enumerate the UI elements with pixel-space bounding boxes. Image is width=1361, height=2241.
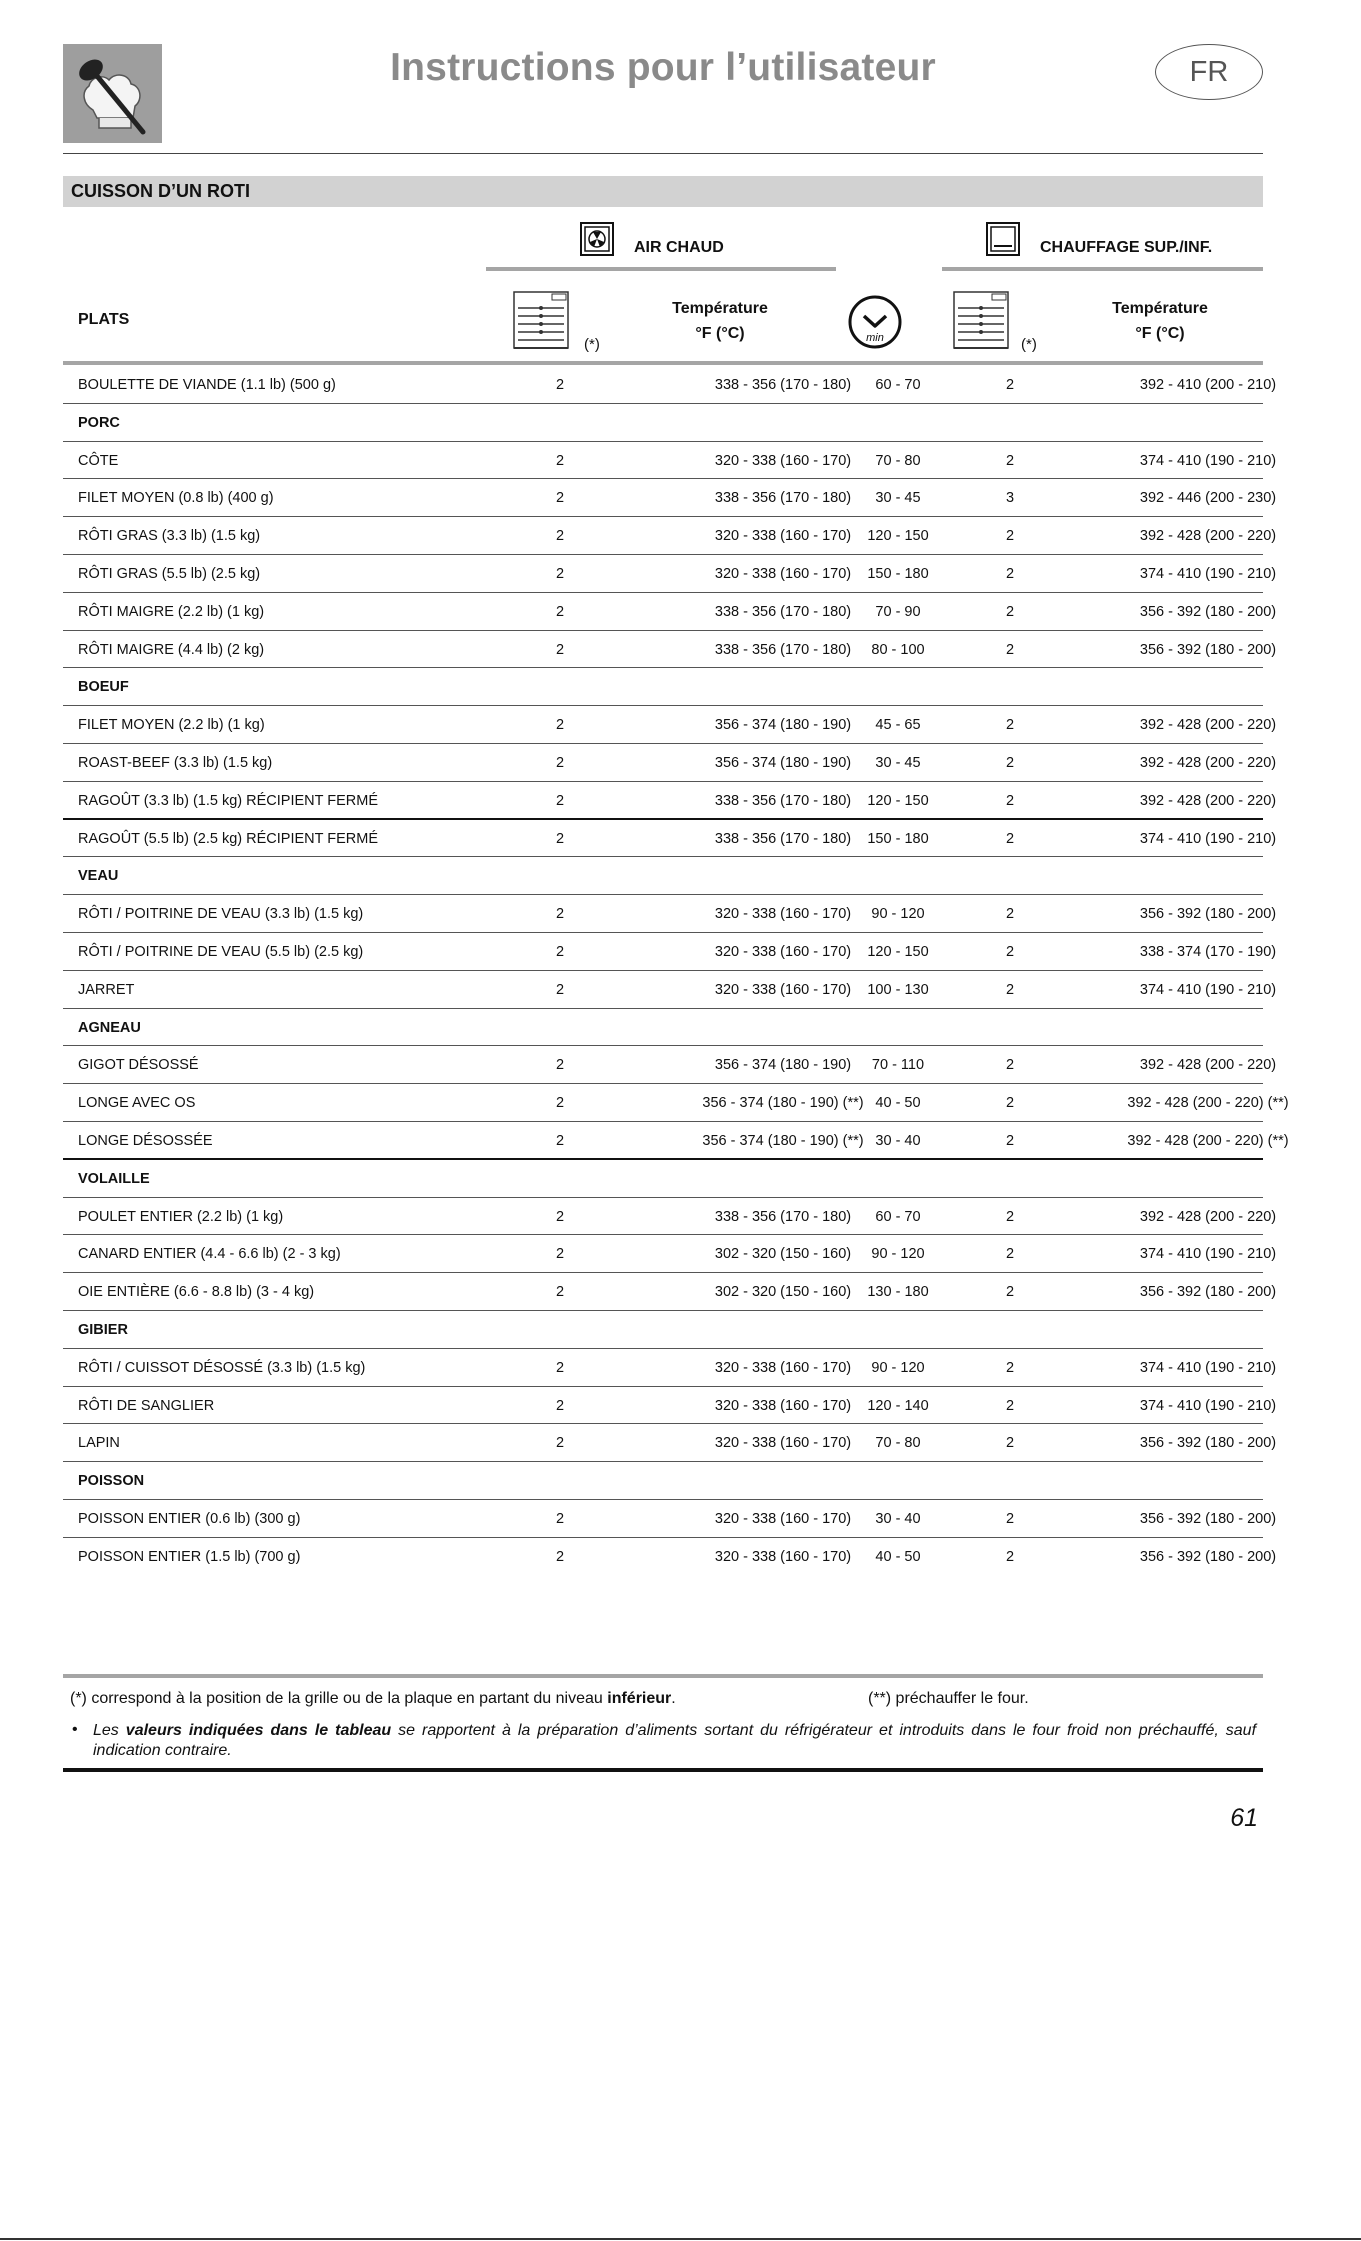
temperature-conv: 356 - 392 (180 - 200) <box>1139 1435 1277 1452</box>
shelf-level-conv: 2 <box>1005 1284 1015 1301</box>
temperature-air: 320 - 338 (160 - 170) <box>714 1359 852 1376</box>
temperature-conv: 356 - 392 (180 - 200) <box>1139 603 1277 620</box>
section-title: CUISSON D’UN ROTI <box>71 181 251 201</box>
dish-name: POISSON ENTIER (1.5 lb) (700 g) <box>78 1548 301 1565</box>
dish-name: RÔTI / POITRINE DE VEAU (3.3 lb) (1.5 kg) <box>78 906 364 923</box>
mode-air-chaud <box>580 222 830 272</box>
table-row <box>63 593 1277 631</box>
temperature-air: 338 - 356 (170 - 180) <box>714 377 852 393</box>
shelf-level-icon <box>952 290 1010 352</box>
shelf-level-air: 2 <box>555 1548 565 1565</box>
category-label: AGNEAU <box>78 1019 141 1036</box>
shelf-level-air: 2 <box>555 1435 565 1452</box>
shelf-level-air: 2 <box>555 1284 565 1301</box>
cooking-time: 70 - 80 <box>875 1435 921 1452</box>
temperature-air: 338 - 356 (170 - 180) <box>714 1208 852 1225</box>
shelf-level-air: 2 <box>555 641 565 658</box>
page-edge-line <box>0 2238 1361 2240</box>
dish-name: RÔTI GRAS (3.3 lb) (1.5 kg) <box>78 528 261 545</box>
shelf-footnote-mark: (*) <box>1021 336 1037 353</box>
section-bar <box>63 176 1263 207</box>
dish-name: JARRET <box>78 981 135 998</box>
shelf-level-air: 2 <box>555 452 565 469</box>
dish-name: POULET ENTIER (2.2 lb) (1 kg) <box>78 1208 284 1225</box>
temperature-conv: 392 - 428 (200 - 220) <box>1139 1208 1277 1225</box>
temperature-conv: 392 - 428 (200 - 220) <box>1139 717 1277 734</box>
shelf-level-conv: 2 <box>1005 377 1015 393</box>
cooking-time: 70 - 110 <box>871 1057 925 1074</box>
shelf-level-conv: 2 <box>1005 1397 1015 1414</box>
dish-name: POISSON ENTIER (0.6 lb) (300 g) <box>78 1510 301 1527</box>
shelf-level-air: 2 <box>555 943 565 960</box>
dish-name: RÔTI / POITRINE DE VEAU (5.5 lb) (2.5 kg) <box>78 943 364 960</box>
temperature-conv: 392 - 428 (200 - 220) (**) <box>1127 1095 1289 1112</box>
top-bottom-heat-icon <box>986 222 1020 256</box>
shelf-level-air: 2 <box>555 1095 565 1112</box>
dish-name: LONGE DÉSOSSÉE <box>78 1132 213 1149</box>
table-row <box>63 1349 1277 1387</box>
cooking-time: 120 - 140 <box>867 1397 929 1414</box>
shelf-level-conv: 2 <box>1005 943 1015 960</box>
table-row <box>63 933 1277 971</box>
mode-label: AIR CHAUD <box>634 239 724 256</box>
cooking-time: 30 - 40 <box>875 1132 921 1149</box>
column-temperature-air <box>630 296 810 346</box>
cooking-time: 90 - 120 <box>871 1246 925 1263</box>
category-row <box>63 1160 1263 1198</box>
dish-name: RÔTI DE SANGLIER <box>78 1397 215 1414</box>
temperature-conv: 392 - 446 (200 - 230) <box>1139 490 1277 507</box>
table-row <box>63 1424 1277 1462</box>
shelf-level-air: 2 <box>555 603 565 620</box>
shelf-level-conv: 2 <box>1005 792 1015 809</box>
cooking-time: 90 - 120 <box>871 906 925 923</box>
footnote-double-star: (**) préchauffer le four. <box>868 1690 1029 1707</box>
dish-name: ROAST-BEEF (3.3 lb) (1.5 kg) <box>78 754 273 771</box>
table-row <box>63 782 1277 820</box>
shelf-level-air: 2 <box>555 1510 565 1527</box>
dish-name: GIGOT DÉSOSSÉ <box>78 1057 199 1074</box>
dish-name: RAGOÛT (3.3 lb) (1.5 kg) RÉCIPIENT FERMÉ <box>78 792 378 809</box>
dish-name: RÔTI MAIGRE (4.4 lb) (2 kg) <box>78 641 265 658</box>
temperature-conv: 356 - 392 (180 - 200) <box>1139 1284 1277 1301</box>
table-header-rule <box>63 361 1263 365</box>
temperature-air: 320 - 338 (160 - 170) <box>714 1397 852 1414</box>
cooking-time: 30 - 40 <box>875 1510 921 1527</box>
dish-name: RAGOÛT (5.5 lb) (2.5 kg) RÉCIPIENT FERMÉ <box>78 830 378 847</box>
temperature-conv: 374 - 410 (190 - 210) <box>1139 565 1277 582</box>
svg-text:min: min <box>866 332 884 344</box>
cooking-time: 60 - 70 <box>875 1208 921 1225</box>
dish-name: LAPIN <box>78 1435 120 1452</box>
temperature-air: 320 - 338 (160 - 170) <box>714 981 852 998</box>
temperature-conv: 356 - 392 (180 - 200) <box>1139 906 1277 923</box>
shelf-level-air: 2 <box>555 1359 565 1376</box>
column-temperature-conv <box>1070 296 1250 346</box>
table-row <box>63 1122 1289 1160</box>
shelf-level-conv: 2 <box>1005 1208 1015 1225</box>
shelf-level-conv: 2 <box>1005 1510 1015 1527</box>
cooking-time: 150 - 180 <box>867 830 929 847</box>
dish-name: RÔTI MAIGRE (2.2 lb) (1 kg) <box>78 603 265 620</box>
clock-min-icon <box>847 294 903 350</box>
temperature-conv: 338 - 374 (170 - 190) <box>1139 943 1277 960</box>
temperature-conv: 392 - 428 (200 - 220) <box>1139 1057 1277 1074</box>
table-row <box>63 1538 1277 1576</box>
table-row <box>63 971 1277 1009</box>
shelf-level-air: 2 <box>555 981 565 998</box>
temperature-conv: 392 - 428 (200 - 220) (**) <box>1127 1132 1289 1149</box>
page-number: 61 <box>1230 1804 1258 1832</box>
note-bullet-text: Les valeurs indiquées dans le tableau se rapportent à la préparation d’aliments sortant du réfrigérateur et introduits dans le four froid non préchauffé, sauf indication contraire. <box>93 1722 1257 1759</box>
footnote-star: (*) correspond à la position de la grille ou de la plaque en partant du niveau inférieur. <box>70 1690 676 1707</box>
shelf-level-air: 2 <box>555 1246 565 1263</box>
temperature-conv: 374 - 410 (190 - 210) <box>1139 981 1277 998</box>
shelf-level-conv: 2 <box>1005 641 1015 658</box>
shelf-level-conv: 2 <box>1005 1132 1015 1149</box>
table-row <box>63 1198 1277 1236</box>
shelf-level-air: 2 <box>555 565 565 582</box>
cooking-time: 150 - 180 <box>867 565 929 582</box>
temperature-air: 338 - 356 (170 - 180) <box>714 792 852 809</box>
table-row <box>63 895 1277 933</box>
shelf-level-air: 2 <box>555 717 565 734</box>
temperature-conv: 374 - 410 (190 - 210) <box>1139 1397 1277 1414</box>
dish-name: RÔTI / CUISSOT DÉSOSSÉ (3.3 lb) (1.5 kg) <box>78 1359 366 1376</box>
temperature-air: 302 - 320 (150 - 160) <box>714 1284 852 1301</box>
cooking-time: 40 - 50 <box>875 1095 921 1112</box>
mode-underline <box>486 267 836 271</box>
category-label: VEAU <box>78 868 119 885</box>
category-row <box>63 668 1263 706</box>
temperature-conv: 356 - 392 (180 - 200) <box>1139 1510 1277 1527</box>
shelf-level-air: 2 <box>555 1132 565 1149</box>
dish-name: LONGE AVEC OS <box>78 1095 196 1112</box>
temperature-air: 302 - 320 (150 - 160) <box>714 1246 852 1263</box>
cooking-time: 120 - 150 <box>867 528 929 545</box>
shelf-level-conv: 3 <box>1005 490 1015 507</box>
table-row <box>63 442 1277 480</box>
shelf-level-conv: 2 <box>1005 1359 1015 1376</box>
table-row <box>63 631 1277 669</box>
cooking-time: 120 - 150 <box>867 792 929 809</box>
temperature-air: 320 - 338 (160 - 170) <box>714 906 852 923</box>
table-row <box>63 744 1277 782</box>
temperature-conv: 392 - 410 (200 - 210) <box>1139 377 1277 393</box>
temperature-air: 338 - 356 (170 - 180) <box>714 603 852 620</box>
shelf-level-air: 2 <box>555 830 565 847</box>
category-label: VOLAILLE <box>78 1170 150 1187</box>
shelf-level-air: 2 <box>555 1057 565 1074</box>
page-title: Instructions pour l’utilisateur <box>390 46 936 89</box>
temperature-air: 338 - 356 (170 - 180) <box>714 641 852 658</box>
fan-oven-icon <box>580 222 614 256</box>
table-row <box>63 820 1277 858</box>
header-divider <box>63 153 1263 154</box>
shelf-level-conv: 2 <box>1005 717 1015 734</box>
dish-name: CÔTE <box>78 452 119 469</box>
temperature-conv: 392 - 428 (200 - 220) <box>1139 754 1277 771</box>
temperature-air: 356 - 374 (180 - 190) (**) <box>702 1132 864 1149</box>
dish-name: FILET MOYEN (2.2 lb) (1 kg) <box>78 717 265 734</box>
cooking-time: 90 - 120 <box>871 1359 925 1376</box>
shelf-level-air: 2 <box>555 754 565 771</box>
category-label: PORC <box>78 414 120 431</box>
shelf-level-air: 2 <box>555 377 565 393</box>
temperature-air: 356 - 374 (180 - 190) <box>714 717 852 734</box>
temperature-air: 338 - 356 (170 - 180) <box>714 830 852 847</box>
temperature-air: 320 - 338 (160 - 170) <box>714 452 852 469</box>
shelf-level-conv: 2 <box>1005 1548 1015 1565</box>
shelf-level-air: 2 <box>555 528 565 545</box>
shelf-level-conv: 2 <box>1005 1435 1015 1452</box>
category-row <box>63 1311 1263 1349</box>
temperature-conv: 374 - 410 (190 - 210) <box>1139 1246 1277 1263</box>
cooking-time: 40 - 50 <box>875 1548 921 1565</box>
table-row <box>63 1235 1277 1273</box>
shelf-level-conv: 2 <box>1005 603 1015 620</box>
temperature-air: 320 - 338 (160 - 170) <box>714 528 852 545</box>
shelf-level-conv: 2 <box>1005 981 1015 998</box>
temperature-label: Température <box>672 300 768 317</box>
temperature-air: 338 - 356 (170 - 180) <box>714 490 852 507</box>
shelf-level-air: 2 <box>555 1208 565 1225</box>
cooking-time: 45 - 65 <box>875 717 921 734</box>
category-label: GIBIER <box>78 1321 128 1338</box>
shelf-footnote-mark: (*) <box>584 336 600 353</box>
table-row <box>63 1084 1289 1122</box>
category-label: BOEUF <box>78 679 129 696</box>
table-row <box>63 1273 1277 1311</box>
shelf-level-conv: 2 <box>1005 1057 1015 1074</box>
temperature-air: 356 - 374 (180 - 190) (**) <box>702 1095 864 1112</box>
table-row <box>63 1387 1277 1425</box>
temperature-conv: 374 - 410 (190 - 210) <box>1139 452 1277 469</box>
cooking-time: 120 - 150 <box>867 943 929 960</box>
table-row <box>63 555 1277 593</box>
table-bottom-rule <box>63 1674 1263 1678</box>
temperature-conv: 392 - 428 (200 - 220) <box>1139 792 1277 809</box>
shelf-level-conv: 2 <box>1005 452 1015 469</box>
shelf-level-air: 2 <box>555 906 565 923</box>
temperature-unit: °F (°C) <box>1135 325 1185 342</box>
cooking-time: 30 - 45 <box>875 490 921 507</box>
dish-name: FILET MOYEN (0.8 lb) (400 g) <box>78 490 274 507</box>
mode-chauffage <box>986 222 1266 272</box>
temperature-conv: 392 - 428 (200 - 220) <box>1139 528 1277 545</box>
table-row <box>63 1046 1277 1084</box>
mode-underline <box>942 267 1263 271</box>
shelf-level-air: 2 <box>555 1397 565 1414</box>
mode-label: CHAUFFAGE SUP./INF. <box>1040 239 1213 256</box>
cooking-time: 70 - 90 <box>875 603 921 620</box>
shelf-level-conv: 2 <box>1005 754 1015 771</box>
cooking-time: 100 - 130 <box>867 981 929 998</box>
cooking-time: 70 - 80 <box>875 452 921 469</box>
cooking-time: 130 - 180 <box>867 1284 929 1301</box>
content-bottom-rule <box>63 1768 1263 1772</box>
shelf-level-air: 2 <box>555 792 565 809</box>
temperature-conv: 356 - 392 (180 - 200) <box>1139 1548 1277 1565</box>
table-row <box>63 706 1277 744</box>
temperature-conv: 374 - 410 (190 - 210) <box>1139 1359 1277 1376</box>
temperature-air: 320 - 338 (160 - 170) <box>714 1548 852 1565</box>
dish-name: OIE ENTIÈRE (6.6 - 8.8 lb) (3 - 4 kg) <box>78 1284 315 1301</box>
cooking-time: 30 - 45 <box>875 754 921 771</box>
category-row <box>63 1462 1263 1500</box>
category-row <box>63 857 1263 895</box>
table-row <box>63 517 1277 555</box>
table-row <box>63 479 1277 517</box>
cooking-time: 80 - 100 <box>871 641 925 658</box>
column-plats: PLATS <box>78 311 130 328</box>
temperature-air: 320 - 338 (160 - 170) <box>714 1435 852 1452</box>
temperature-air: 320 - 338 (160 - 170) <box>714 565 852 582</box>
shelf-level-conv: 2 <box>1005 1095 1015 1112</box>
shelf-level-conv: 2 <box>1005 528 1015 545</box>
bullet-dot: • <box>72 1721 78 1738</box>
shelf-level-air: 2 <box>555 490 565 507</box>
shelf-level-icon <box>512 290 570 352</box>
cooking-time: 60 - 70 <box>875 377 921 393</box>
temperature-air: 320 - 338 (160 - 170) <box>714 943 852 960</box>
roasting-table <box>63 366 1289 1576</box>
page-header <box>63 44 1263 154</box>
temperature-conv: 374 - 410 (190 - 210) <box>1139 830 1277 847</box>
temperature-conv: 356 - 392 (180 - 200) <box>1139 641 1277 658</box>
temperature-unit: °F (°C) <box>695 325 745 342</box>
category-row <box>63 404 1263 442</box>
table-row <box>63 1500 1277 1538</box>
dish-name: RÔTI GRAS (5.5 lb) (2.5 kg) <box>78 565 261 582</box>
temperature-label: Température <box>1112 300 1208 317</box>
temperature-air: 320 - 338 (160 - 170) <box>714 1510 852 1527</box>
shelf-level-conv: 2 <box>1005 1246 1015 1263</box>
dish-name: CANARD ENTIER (4.4 - 6.6 lb) (2 - 3 kg) <box>78 1246 341 1263</box>
shelf-level-conv: 2 <box>1005 906 1015 923</box>
category-row <box>63 1009 1263 1047</box>
shelf-level-conv: 2 <box>1005 565 1015 582</box>
language-badge: FR <box>1155 44 1263 100</box>
category-label: POISSON <box>78 1473 145 1490</box>
temperature-air: 356 - 374 (180 - 190) <box>714 754 852 771</box>
shelf-level-conv: 2 <box>1005 830 1015 847</box>
temperature-air: 356 - 374 (180 - 190) <box>714 1057 852 1074</box>
dish-name: BOULETTE DE VIANDE (1.1 lb) (500 g) <box>78 377 336 393</box>
table-row <box>63 366 1277 404</box>
